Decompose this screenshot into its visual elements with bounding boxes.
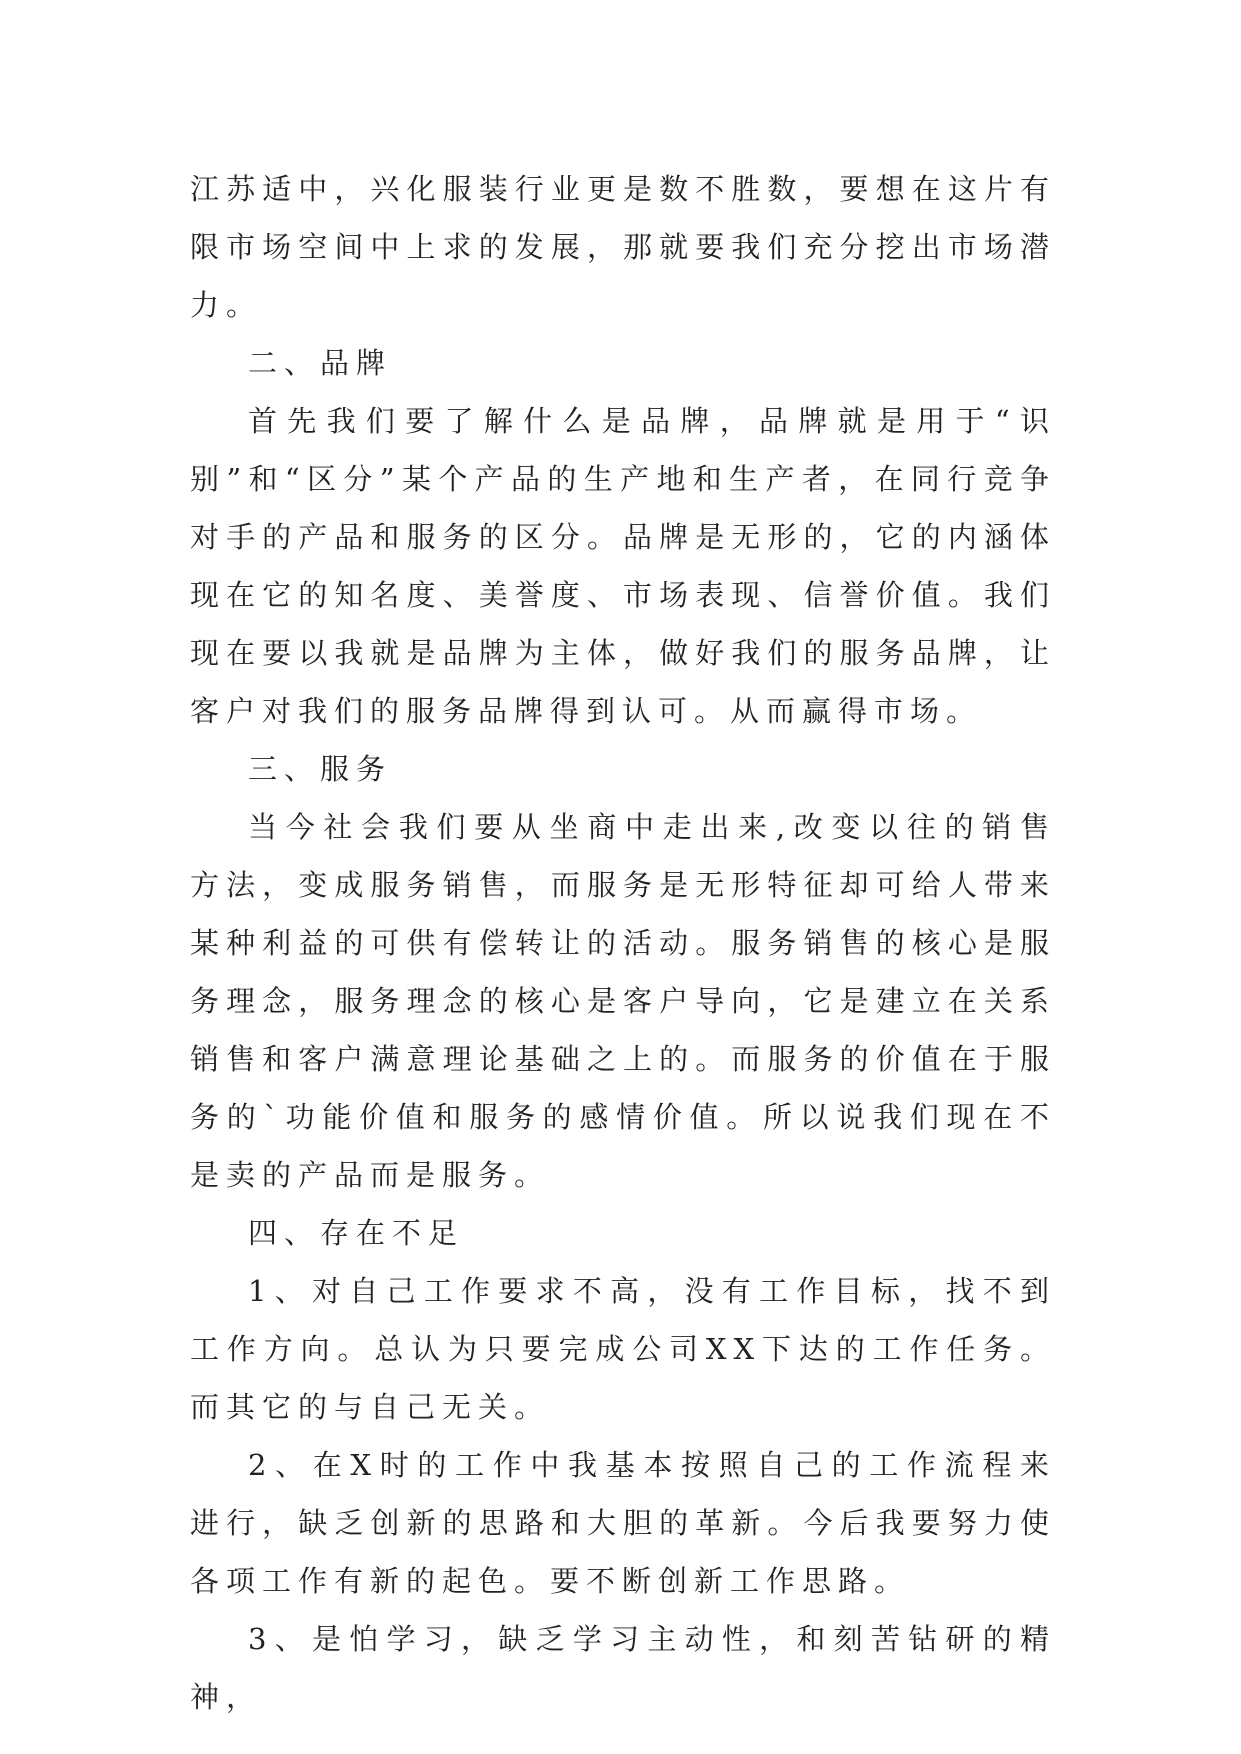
list-item-3: 3、是怕学习，缺乏学习主动性，和刻苦钻研的精神， bbox=[190, 1622, 1056, 1714]
heading-service: 三、服务 bbox=[248, 752, 393, 786]
document-body bbox=[190, 160, 1056, 1726]
list-item-1: 1、对自己工作要求不高，没有工作目标，找不到工作方向。总认为只要完成公司XX下达的工作任务。而其它的与自己无关。 bbox=[190, 1274, 1056, 1424]
paragraph-service: 当今社会我们要从坐商中走出来,改变以往的销售方法，变成服务销售，而服务是无形特征却可给人带来某种利益的可供有偿转让的活动。服务销售的核心是服务理念，服务理念的核心是客户导向，它是建立在关系销售和客户满意理论基础之上的。而服务的价值在于服务的`功能价值和服务的感情价值。所以说我们现在不是卖的产品而是服务。 bbox=[190, 810, 1056, 1192]
paragraph-brand: 首先我们要了解什么是品牌，品牌就是用于“识别”和“区分”某个产品的生产地和生产者，在同行竞争对手的产品和服务的区分。品牌是无形的，它的内涵体现在它的知名度、美誉度、市场表现、信誉价值。我们现在要以我就是品牌为主体，做好我们的服务品牌，让客户对我们的服务品牌得到认可。从而赢得市场。 bbox=[190, 404, 1056, 728]
paragraph-market-tail: 江苏适中，兴化服装行业更是数不胜数，要想在这片有限市场空间中上求的发展，那就要我们充分挖出市场潜力。 bbox=[190, 172, 1056, 322]
list-item-2: 2、在X时的工作中我基本按照自己的工作流程来进行，缺乏创新的思路和大胆的革新。今后我要努力使各项工作有新的起色。要不断创新工作思路。 bbox=[190, 1448, 1056, 1598]
heading-brand: 二、品牌 bbox=[248, 346, 393, 380]
heading-shortcomings: 四、存在不足 bbox=[248, 1216, 465, 1250]
